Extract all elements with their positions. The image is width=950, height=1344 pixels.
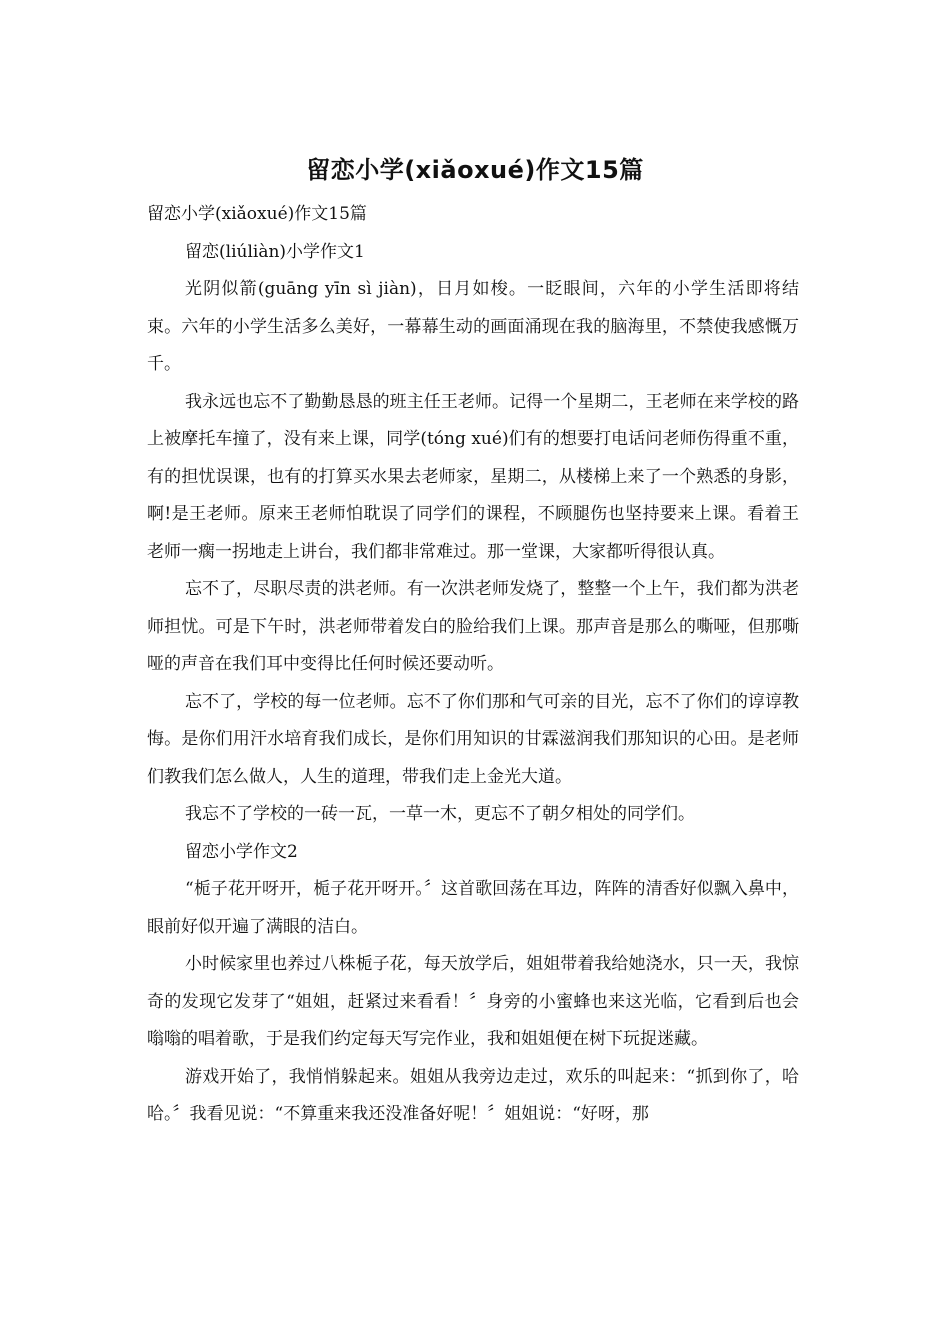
- paragraph: 忘不了，学校的每一位老师。忘不了你们那和气可亲的目光，忘不了你们的谆谆教悔。是你们用汗水培育我们成长，是你们用知识的甘霖滋润我们那知识的心田。是老师们教我们怎么做人，人生的道理，带我们走上金光大道。: [147, 691, 799, 787]
- paragraph: “栀子花开呀开，栀子花开呀开。〞这首歌回荡在耳边，阵阵的清香好似飘入鼻中，眼前好似开遍了满眼的洁白。: [147, 879, 799, 937]
- paragraph: 游戏开始了，我悄悄躲起来。姐姐从我旁边走过，欢乐的叫起来：“抓到你了，哈哈。〞我看见说：“不算重来我还没准备好呢！〞姐姐说：“好呀，那: [147, 1066, 799, 1124]
- section-heading-1: 留恋(liúliàn)小学作文1: [185, 241, 365, 262]
- paragraph: 忘不了，尽职尽责的洪老师。有一次洪老师发烧了，整整一个上午，我们都为洪老师担忧。可是下午时，洪老师带着发白的脸给我们上课。那声音是那么的嘶哑，但那嘶哑的声音在我们耳中变得比任何时候还要动听。: [147, 579, 799, 674]
- paragraph: 我永远也忘不了勤勤恳恳的班主任王老师。记得一个星期二，王老师在来学校的路上被摩托车撞了，没有来上课，同学(tóng xué)们有的想要打电话问老师伤得重不重，有的担忧误课，也有的打算买水果去老师家，星期二，从楼梯上来了一个熟悉的身影，啊!是王老师。原来王老师怕耽误了同学们的课程，不顾腿伤也坚持要来上课。看着王老师一瘸一拐地走上讲台，我们都非常难过。那一堂课，大家都听得很认真。: [147, 391, 799, 562]
- document-subtitle: 留恋小学(xiǎoxué)作文15篇: [147, 204, 367, 224]
- document-body: [147, 196, 799, 1134]
- paragraph: 光阴似箭(guāng yīn sì jiàn)，日月如梭。一眨眼间，六年的小学生活即将结束。六年的小学生活多么美好，一幕幕生动的画面涌现在我的脑海里，不禁使我感慨万千。: [147, 279, 799, 374]
- paragraph: 我忘不了学校的一砖一瓦，一草一木，更忘不了朝夕相处的同学们。: [185, 804, 695, 824]
- paragraph: 小时候家里也养过八株栀子花，每天放学后，姐姐带着我给她浇水，只一天，我惊奇的发现它发芽了“姐姐，赶紧过来看看！〞身旁的小蜜蜂也来这光临，它看到后也会嗡嗡的唱着歌，于是我们约定每天写完作业，我和姐姐便在树下玩捉迷藏。: [147, 954, 799, 1049]
- section-heading-2: 留恋小学作文2: [185, 841, 298, 862]
- document-title: 留恋小学(xiǎoxué)作文15篇: [306, 156, 644, 184]
